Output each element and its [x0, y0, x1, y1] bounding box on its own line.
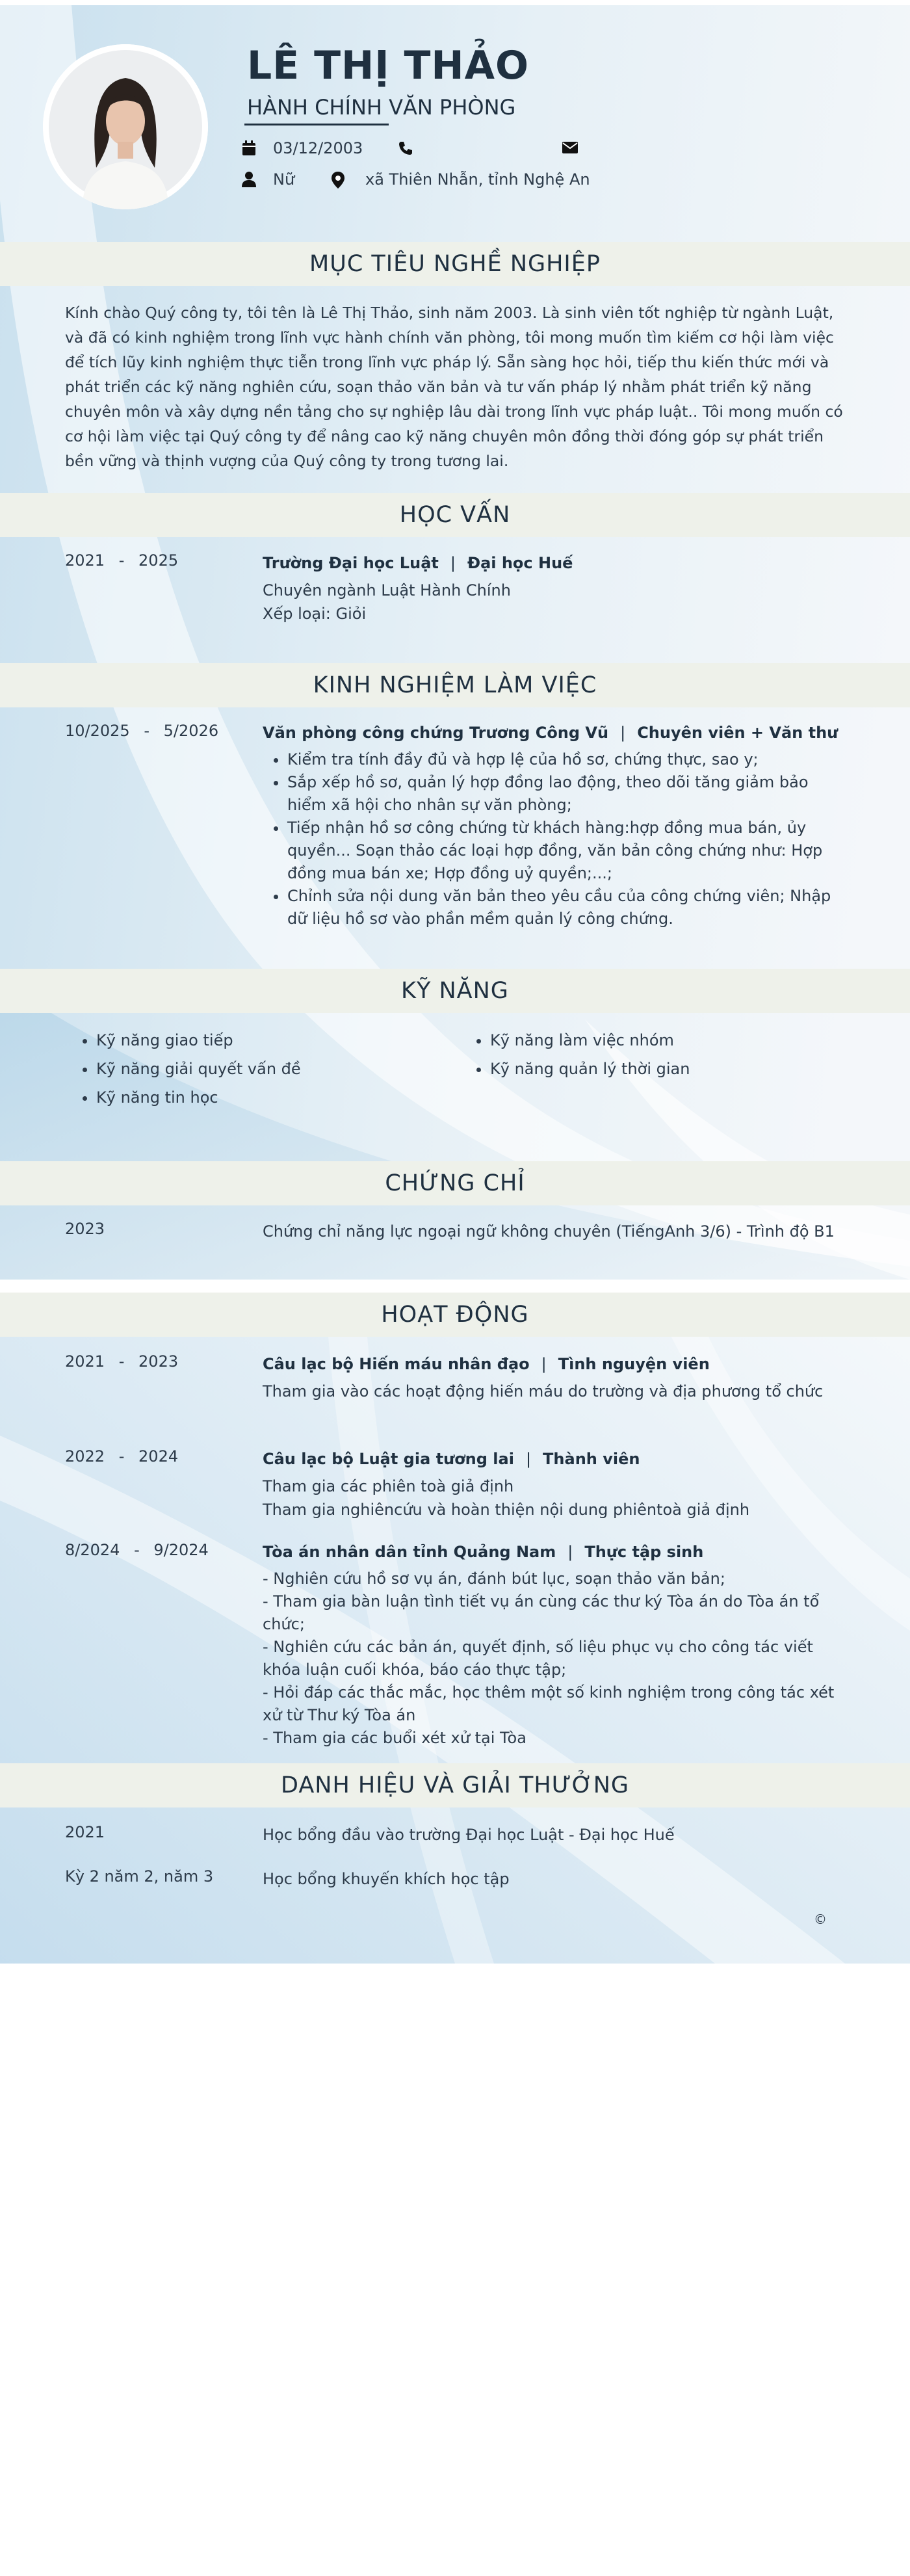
calendar-icon [242, 140, 259, 157]
date-start: 2022 [65, 1447, 105, 1465]
skill-item: • Kỹ năng tin học [96, 1083, 301, 1112]
candidate-name: LÊ THỊ THẢO [247, 43, 530, 88]
skill-item: • Kỹ năng quản lý thời gian [490, 1055, 690, 1083]
section-title: KINH NGHIỆM LÀM VIỆC [313, 672, 597, 698]
section-title: HOẠT ĐỘNG [381, 1302, 529, 1328]
candidate-role: HÀNH CHÍNH VĂN PHÒNG [247, 95, 516, 120]
role-underline [244, 124, 389, 125]
date-dash: - [134, 1541, 140, 1559]
activity-role: Tình nguyện viên [558, 1355, 710, 1373]
activity-head [263, 1352, 867, 1376]
section-skills [0, 969, 910, 1013]
award-year: Kỳ 2 năm 2, năm 3 [65, 1867, 214, 1886]
experience-entry [65, 722, 871, 956]
skill-item: • Kỹ năng giao tiếp [96, 1026, 301, 1055]
activity-line: Tham gia vào các hoạt động hiến máu do trường và địa phương tổ chức [263, 1382, 824, 1400]
user-icon [242, 172, 259, 189]
date-dash: - [118, 551, 125, 570]
activity-dates [65, 1447, 178, 1465]
activity-org: Câu lạc bộ Hiến máu nhân đạo [263, 1355, 530, 1373]
separator: | [450, 554, 456, 572]
section-activities [0, 1293, 910, 1337]
activity-line: - Tham gia bàn luận tình tiết vụ án cùng các thư ký Tòa án do Tòa án tổ chức; [263, 1592, 820, 1633]
date-start: 10/2025 [65, 722, 130, 740]
section-experience [0, 663, 910, 707]
education-head [263, 551, 867, 575]
bullet-item: • Chỉnh sửa nội dung văn bản theo yêu cầu của công chứng viên; Nhập dữ liệu hồ sơ vào phần mềm quản lý công chứng. [287, 885, 846, 930]
activity-line: Tham gia nghiêncứu và hoàn thiện nội dung phiêntoà giả định [263, 1501, 750, 1519]
education-entry [65, 551, 871, 629]
experience-head [263, 722, 867, 744]
phone-row [398, 139, 528, 160]
award-year: 2021 [65, 1823, 105, 1841]
activity-org: Tòa án nhân dân tỉnh Quảng Nam [263, 1543, 556, 1561]
date-start: 2021 [65, 1352, 105, 1371]
experience-bullets [263, 748, 846, 930]
activity-head [263, 1447, 867, 1471]
date-start: 2021 [65, 551, 105, 570]
section-title: MỤC TIÊU NGHỀ NGHIỆP [309, 251, 601, 277]
activity-entry [65, 1447, 871, 1519]
activity-line: Tham gia các phiên toà giả định [263, 1477, 514, 1495]
skills-column-right [459, 1026, 690, 1083]
activity-line: - Tham gia các buổi xét xử tại Tòa [263, 1729, 526, 1747]
date-dash: - [118, 1352, 125, 1371]
position-name: Chuyên viên + Văn thư [637, 724, 838, 742]
university-name: Đại học Huế [467, 554, 573, 572]
separator: | [525, 1450, 532, 1468]
copyright-mark: © [814, 1912, 827, 1927]
activity-line: - Nghiên cứu các bản án, quyết định, số liệu phục vụ cho công tác viết khóa luận cuối khóa, báo cáo thực tập; [263, 1638, 813, 1679]
bullet-item: • Tiếp nhận hồ sơ công chứng từ khách hàng:hợp đồng mua bán, ủy quyền... Soạn thảo các loại hợp đồng, văn bản công chứng như: Hợp đồng mua bán xe; Hợp đồng uỷ quyền;...; [287, 817, 846, 885]
date-end: 5/2026 [163, 722, 219, 740]
experience-dates [65, 722, 218, 740]
separator: | [567, 1543, 573, 1561]
date-end: 2024 [138, 1447, 179, 1465]
section-awards [0, 1763, 910, 1807]
education-dates [65, 551, 178, 570]
email-icon [562, 140, 578, 157]
certificate-text: Chứng chỉ năng lực ngoại ngữ không chuyên (TiếngAnh 3/6) - Trình độ B1 [263, 1222, 835, 1241]
section-title: CHỨNG CHỈ [385, 1170, 525, 1196]
school-name: Trường Đại học Luật [263, 554, 439, 572]
activity-details [263, 1541, 848, 1750]
activity-head [263, 1541, 848, 1564]
date-start: 8/2024 [65, 1541, 120, 1559]
separator: | [541, 1355, 547, 1373]
skill-item: • Kỹ năng giải quyết vấn đề [96, 1055, 301, 1083]
activity-details [263, 1447, 867, 1521]
date-end: 2023 [138, 1352, 179, 1371]
bullet-item: • Sắp xếp hồ sơ, quản lý hợp đồng lao động, theo dõi tăng giảm bảo hiểm xã hội cho nhân sự văn phòng; [287, 771, 846, 817]
section-title: DANH HIỆU VÀ GIẢI THƯỞNG [281, 1772, 629, 1798]
activity-line: - Hỏi đáp các thắc mắc, học thêm một số kinh nghiệm trong công tác xét xử từ Thư ký Tòa án [263, 1683, 835, 1724]
activity-dates [65, 1541, 209, 1559]
experience-details [263, 722, 867, 930]
award-text: Học bổng khuyến khích học tập [263, 1870, 510, 1888]
activity-entry [65, 1541, 871, 1747]
location-icon [332, 172, 348, 189]
award-entry [65, 1867, 871, 1893]
activity-details [263, 1352, 867, 1403]
profile-header [0, 5, 910, 239]
certificate-year: 2023 [65, 1220, 105, 1238]
activity-entry [65, 1352, 871, 1404]
resume-page [0, 5, 910, 1964]
separator: | [620, 724, 626, 742]
birthdate-text: 03/12/2003 [273, 139, 363, 157]
activity-line: - Nghiên cứu hồ sơ vụ án, đánh bút lục, soạn thảo văn bản; [263, 1570, 725, 1588]
objective-text: Kính chào Quý công ty, tôi tên là Lê Thị Thảo, sinh năm 2003. Là sinh viên tốt nghiệp từ ngành Luật, và đã có kinh nghiệm trong lĩnh vực hành chính văn phòng, tôi mong muốn tìm kiếm cơ hội làm việc để tích lũy kinh nghiệm thực tiễn trong lĩnh vực pháp lý. Sẵn sàng học hỏi, tiếp thu kiến thức mới và phát triển các kỹ năng nghiên cứu, soạn thảo văn bản và tư vấn pháp lý nhằm phát triển kỹ năng chuyên môn và xây dựng nền tảng cho sự nghiệp lâu dài trong lĩnh vực pháp luật.. Tôi mong muốn có cơ hội làm việc tại Quý công ty để nâng cao kỹ năng chuyên môn đồng thời đóng góp sự phát triển bền vững và thịnh vượng của Quý công ty trong tương lai. [65, 304, 843, 470]
date-dash: - [144, 722, 150, 740]
gender-text: Nữ [273, 170, 295, 189]
address-row [332, 170, 696, 191]
activity-role: Thực tập sinh [584, 1543, 704, 1561]
section-title: HỌC VẤN [399, 502, 511, 528]
date-end: 9/2024 [153, 1541, 209, 1559]
section-certificates [0, 1161, 910, 1205]
grade: Xếp loại: Giỏi [263, 605, 367, 623]
award-text: Học bổng đầu vào trường Đại học Luật - Đại học Huế [263, 1826, 675, 1844]
bullet-item: • Kiểm tra tính đầy đủ và hợp lệ của hồ sơ, chứng thực, sao y; [287, 748, 846, 771]
company-name: Văn phòng công chứng Trương Công Vũ [263, 724, 609, 742]
address-text: xã Thiên Nhẫn, tỉnh Nghệ An [365, 170, 590, 189]
email-row [562, 139, 692, 160]
activity-org: Câu lạc bộ Luật gia tương lai [263, 1450, 514, 1468]
phone-icon [398, 140, 415, 157]
education-details [263, 551, 867, 625]
date-end: 2025 [138, 551, 179, 570]
award-entry [65, 1823, 871, 1849]
skill-item: • Kỹ năng làm việc nhóm [490, 1026, 690, 1055]
skills-list [65, 1026, 845, 1117]
certificate-entry [65, 1220, 871, 1246]
date-dash: - [118, 1447, 125, 1465]
activity-role: Thành viên [543, 1450, 640, 1468]
profile-photo [43, 44, 208, 209]
section-title: KỸ NĂNG [401, 978, 509, 1004]
activity-dates [65, 1352, 178, 1371]
section-education [0, 493, 910, 537]
skills-column-left [65, 1026, 301, 1112]
birthdate-row [242, 139, 385, 160]
section-objective [0, 242, 910, 286]
major: Chuyên ngành Luật Hành Chính [263, 581, 511, 599]
